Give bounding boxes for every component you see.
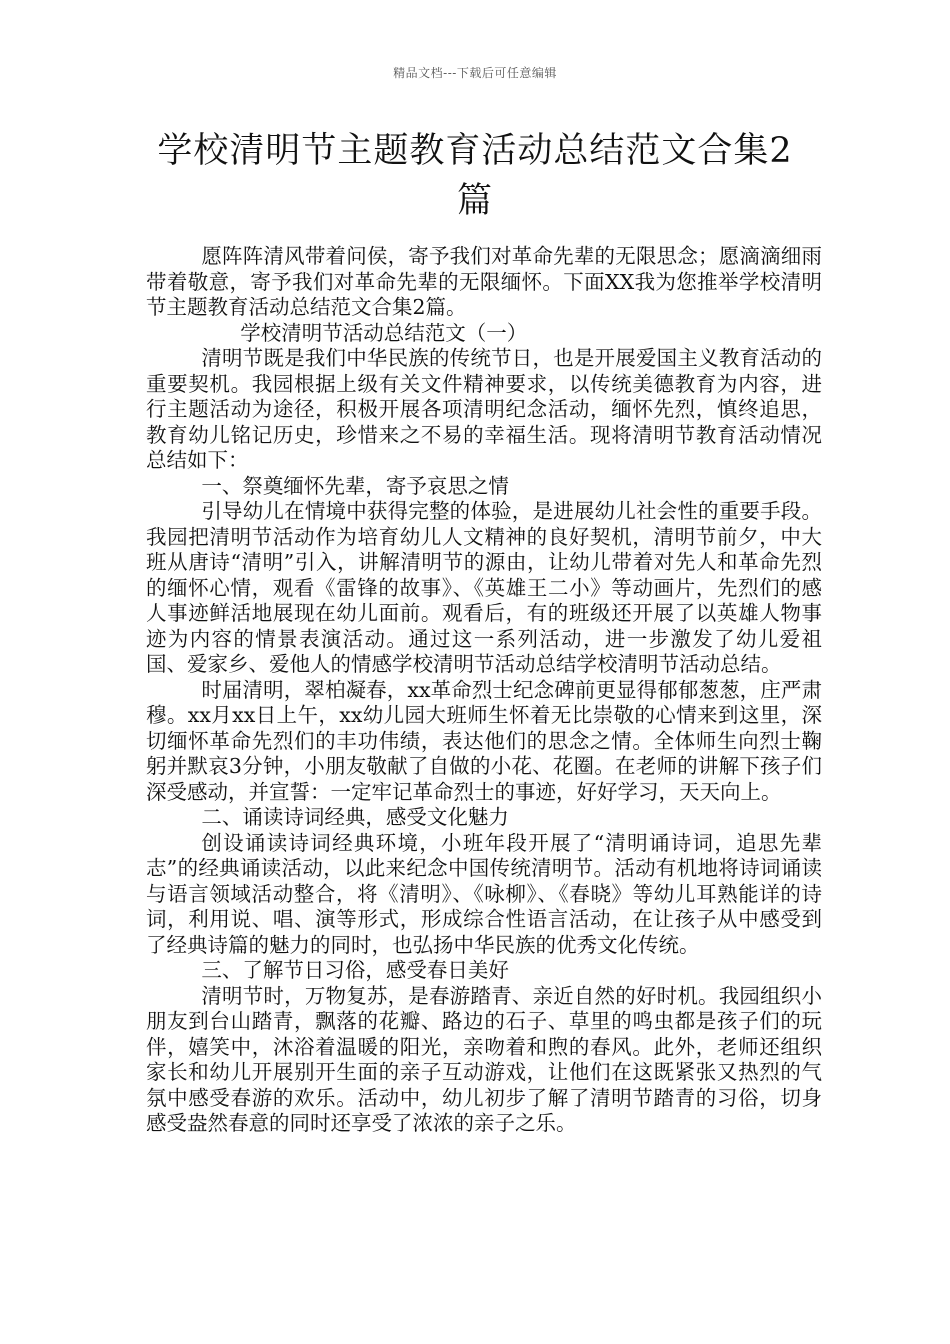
section-heading-1: 一、祭奠缅怀先辈，寄予哀思之情 [201,473,509,498]
document-title: 学校清明节主题教育活动总结范文合集2篇 [157,131,793,221]
header-note: 精品文档---下载后可任意编辑 [393,66,557,80]
body-paragraph: 清明节既是我们中华民族的传统节日，也是开展爱国主义教育活动的重要契机。我园根据上级有关文件精神要求，以传统美德教育为内容，进行主题活动为途径，积极开展各项清明纪念活动，缅怀先烈，慎终追思，教育幼儿铭记历史，珍惜来之不易的幸福生活。现将清明节教育活动情况总结如下： [146,346,822,472]
body-paragraph: 时届清明，翠柏凝春，xx革命烈士纪念碑前更显得郁郁葱葱，庄严肃穆。xx月xx日上午，xx幼儿园大班师生怀着无比崇敬的心情来到这里，深切缅怀革命先烈们的丰功伟绩，表达他们的思念之情。全体师生向烈士鞠躬并默哀3分钟，小朋友敬献了自做的小花、花圈。在老师的讲解下孩子们深受感动，并宣誓：一定牢记革命烈士的事迹，好好学习，天天向上。 [146,677,822,804]
body-paragraph: 引导幼儿在情境中获得完整的体验，是进展幼儿社会性的重要手段。我园把清明节活动作为培育幼儿人文精神的良好契机，清明节前夕，中大班从唐诗“清明”引入，讲解清明节的源由，让幼儿带着对先人和革命先烈的缅怀心情，观看《雷锋的故事》、《英雄王二小》等动画片，先烈们的感人事迹鲜活地展现在幼儿面前。观看后，有的班级还开展了以英雄人物事迹为内容的情景表演活动。通过这一系列活动，进一步激发了幼儿爱祖国、爱家乡、爱他人的情感学校清明节活动总结学校清明节活动总结。 [146,499,822,676]
document-body [146,244,822,1137]
body-paragraph: 创设诵读诗词经典环境，小班年段开展了“清明诵诗词，追思先辈志”的经典诵读活动，以此来纪念中国传统清明节。活动有机地将诗词诵读与语言领域活动整合，将《清明》、《咏柳》、《春晓》等幼儿耳熟能详的诗词，利用说、唱、演等形式，形成综合性语言活动，在让孩子从中感受到了经典诗篇的魅力的同时，也弘扬中华民族的优秀文化传统。 [146,830,822,957]
section-heading-3: 三、了解节日习俗，感受春日美好 [201,958,509,982]
article-subtitle: 学校清明节活动总结范文（一） [240,320,528,345]
intro-paragraph: 愿阵阵清风带着问侯，寄予我们对革命先辈的无限思念；愿滴滴细雨带着敬意，寄予我们对革命先辈的无限缅怀。下面XX我为您推举学校清明节主题教育活动总结范文合集2篇。 [146,244,822,319]
body-paragraph: 清明节时，万物复苏，是春游踏青、亲近自然的好时机。我园组织小朋友到台山踏青，飘落的花瓣、路边的石子、草里的鸣虫都是孩子们的玩伴，嬉笑中，沐浴着温暖的阳光，亲吻着和煦的春风。此外，老师还组织家长和幼儿开展别开生面的亲子互动游戏，让他们在这既紧张又热烈的气氛中感受春游的欢乐。活动中，幼儿初步了解了清明节踏青的习俗，切身感受盎然春意的同时还享受了浓浓的亲子之乐。 [146,983,822,1135]
section-heading-2: 二、诵读诗词经典，感受文化魅力 [201,805,509,829]
